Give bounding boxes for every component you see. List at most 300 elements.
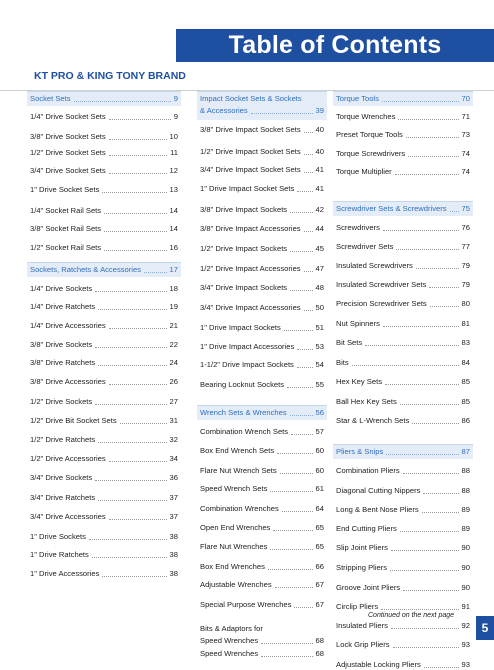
toc-entry-page: 79 [461,280,470,289]
toc-entry[interactable] [30,132,178,142]
dot-leader [304,309,313,311]
toc-entry-page: 17 [169,265,178,274]
toc-entry-page: 13 [169,185,178,194]
toc-entry-label: Screwdrivers [336,223,380,232]
toc-entry-label: Lock Grip Pliers [336,640,390,649]
dot-leader [287,386,313,388]
dot-leader [290,289,312,291]
toc-entry[interactable] [336,299,470,309]
dot-leader [400,403,459,405]
dot-leader [422,511,459,513]
toc-entry-page: 18 [169,284,178,293]
toc-entry[interactable] [30,550,178,560]
toc-entry-page: 38 [169,532,178,541]
toc-entry[interactable] [336,261,470,271]
toc-entry-label: 1/2" Drive Ratchets [30,435,96,444]
dot-leader [280,472,313,474]
toc-entry-page: 83 [461,338,470,347]
toc-entry-label: Flare Nut Wrench Sets [200,466,277,475]
title-banner [176,29,494,62]
toc-entry[interactable] [336,377,470,387]
toc-entry-label: 1/2" Drive Impact Accessories [200,264,301,273]
toc-entry-page: 34 [169,454,178,463]
toc-entry[interactable] [30,224,178,234]
toc-entry-label: Long & Bent Nose Pliers [336,505,419,514]
toc-entry[interactable] [30,569,178,579]
toc-section-entry[interactable] [336,94,470,104]
dot-leader [95,479,166,481]
toc-entry-label: 1/4" Socket Rail Sets [30,206,102,215]
dot-leader [109,154,167,156]
toc-entry[interactable] [200,147,324,157]
toc-entry[interactable] [200,342,324,352]
toc-entry-page: 56 [315,408,324,417]
dot-leader [290,211,312,213]
toc-entry[interactable] [336,358,470,368]
toc-entry[interactable] [336,242,470,252]
dot-leader [109,460,167,462]
toc-entry-page: 90 [461,543,470,552]
dot-leader [304,131,313,133]
toc-entry-label: Bits & Adaptors for [200,624,263,633]
dot-leader [400,530,459,532]
dot-leader [398,118,458,120]
toc-entry[interactable] [200,264,324,274]
toc-entry-page: 38 [169,569,178,578]
toc-entry-label: Diagonal Cutting Nippers [336,486,421,495]
toc-entry-label: 1/2" Drive Socket Sets [30,148,106,157]
toc-entry-page: 60 [315,446,324,455]
toc-entry-page: 47 [315,264,324,273]
dot-leader [423,492,458,494]
dot-leader [95,403,166,405]
toc-entry[interactable] [30,302,178,312]
toc-entry-label: 1" Drive Ratchets [30,550,89,559]
toc-entry-page: 22 [169,340,178,349]
toc-entry-label: Socket Sets [30,94,71,103]
dot-leader [291,433,312,435]
toc-entry[interactable] [200,542,324,552]
dot-leader [381,608,458,610]
toc-entry-page: 68 [315,649,324,658]
toc-entry-page: 61 [315,484,324,493]
toc-entry-label: 3/8" Socket Rail Sets [30,224,102,233]
toc-entry[interactable] [336,416,470,426]
toc-entry-page: 89 [461,505,470,514]
toc-entry-page: 16 [169,243,178,252]
toc-entry-label: 3/8" Drive Sockets [30,340,93,349]
toc-entry-page: 70 [461,94,470,103]
toc-entry-label: 1" Drive Socket Sets [30,185,100,194]
dot-leader [268,568,313,570]
toc-entry-label: Hex Key Sets [336,377,383,386]
toc-entry[interactable] [200,303,324,313]
dot-leader [270,490,312,492]
dot-leader [294,606,312,608]
toc-entry-page: 51 [315,323,324,332]
toc-entry[interactable] [30,321,178,331]
toc-entry-label: Speed Wrenches [200,649,259,658]
dot-leader [390,569,458,571]
toc-entry[interactable] [336,149,470,159]
toc-entry[interactable] [336,280,470,290]
dot-leader [450,210,459,212]
toc-entry-page: 37 [169,493,178,502]
dot-leader [98,499,166,501]
toc-entry-page: 87 [461,447,470,456]
toc-entry-label: Box End Wrench Sets [200,446,275,455]
toc-entry-label: Ball Hex Key Sets [336,397,397,406]
toc-entry-label: Circlip Pliers [336,602,379,611]
toc-entry-page: 41 [315,184,324,193]
toc-entry-page: 38 [169,550,178,559]
toc-entry-label: 3/4" Drive Accessories [30,512,106,521]
toc-entry-label: 1/2" Socket Rail Sets [30,243,102,252]
dot-leader [109,327,167,329]
toc-entry[interactable] [200,466,324,476]
toc-entry-label: 1/4" Drive Sockets [30,284,93,293]
continued-note: Continued on the next page [368,612,455,619]
dot-leader [102,191,166,193]
toc-entry[interactable] [200,562,324,572]
toc-section-entry[interactable] [200,94,324,118]
toc-entry-label: 1/4" Drive Accessories [30,321,106,330]
dot-leader [385,383,459,385]
toc-entry-label: 1" Drive Impact Accessories [200,342,295,351]
toc-section-entry[interactable] [200,408,324,418]
toc-entry-page: 19 [169,302,178,311]
toc-entry[interactable] [336,505,470,515]
toc-entry-page: 14 [169,224,178,233]
toc-entry[interactable] [336,338,470,348]
toc-entry-label: 1/2" Drive Bit Socket Sets [30,416,117,425]
toc-entry-label: 3/4" Drive Impact Sockets [200,283,288,292]
dot-leader [109,518,167,520]
toc-entry[interactable] [200,224,324,234]
dot-leader [297,348,312,350]
toc-entry-page: 71 [461,112,470,121]
toc-entry[interactable] [336,319,470,329]
toc-entry[interactable] [30,454,178,464]
toc-entry-label: 3/8" Drive Ratchets [30,358,96,367]
toc-entry-page: 50 [315,303,324,312]
dot-leader [95,346,166,348]
toc-entry[interactable] [30,512,178,522]
toc-entry-label: Star & L-Wrench Sets [336,416,410,425]
toc-entry-label: 3/8" Drive Socket Sets [30,132,106,141]
toc-entry[interactable] [336,466,470,476]
toc-entry-page: 67 [315,580,324,589]
toc-entry[interactable] [200,624,324,648]
toc-entry[interactable] [200,125,324,135]
toc-entry-page: 77 [461,242,470,251]
toc-entry-page: 45 [315,244,324,253]
toc-entry[interactable] [336,397,470,407]
toc-entry-label: Stripping Pliers [336,563,388,572]
toc-entry-page: 53 [315,342,324,351]
toc-entry[interactable] [336,486,470,496]
toc-entry-label: 1/4" Drive Socket Sets [30,112,106,121]
toc-entry[interactable] [30,185,178,195]
toc-entry[interactable] [30,284,178,294]
toc-entry-label: Open End Wrenches [200,523,271,532]
toc-entry-label: Combination Wrench Sets [200,427,289,436]
dot-leader [273,529,312,531]
toc-section-entry[interactable] [336,447,470,457]
brand-heading: KT PRO & KING TONY BRAND [34,70,186,82]
toc-entry[interactable] [200,165,324,175]
toc-entry[interactable] [30,435,178,445]
dot-leader [395,173,459,175]
toc-entry-label: Torque Multiplier [336,167,392,176]
dot-leader [277,452,312,454]
toc-entry-page: 91 [461,602,470,611]
toc-entry-page: 57 [315,427,324,436]
toc-entry-page: 31 [169,416,178,425]
toc-entry-label: Combination Pliers [336,466,400,475]
toc-entry[interactable] [30,166,178,176]
toc-entry[interactable] [200,649,324,659]
toc-entry[interactable] [336,524,470,534]
toc-entry-page: 85 [461,377,470,386]
toc-entry-label: Pliers & Snips [336,447,384,456]
toc-entry[interactable] [336,563,470,573]
toc-entry[interactable] [30,206,178,216]
toc-entry[interactable] [336,621,470,631]
toc-entry [200,636,324,646]
toc-entry[interactable] [336,543,470,553]
dot-leader [104,249,166,251]
toc-entry-label: Torque Tools [336,94,379,103]
dot-leader [406,136,459,138]
dot-leader [304,230,313,232]
toc-entry-label: 3/4" Drive Sockets [30,473,93,482]
toc-entry-page: 26 [169,377,178,386]
toc-entry[interactable] [200,205,324,215]
toc-entry [200,106,324,116]
toc-entry[interactable] [200,523,324,533]
toc-entry-label: 1-1/2" Drive Impact Sockets [200,360,294,369]
toc-section-entry[interactable] [336,204,470,214]
toc-entry-label: 3/4" Drive Ratchets [30,493,96,502]
dot-leader [304,153,313,155]
dot-leader [383,325,459,327]
toc-entry-label: Box End Wrenches [200,562,265,571]
toc-entry[interactable] [30,532,178,542]
toc-entry-label: Screwdriver Sets [336,242,394,251]
toc-entry-page: 81 [461,319,470,328]
toc-entry-label: Bearing Locknut Sockets [200,380,285,389]
dot-leader [290,250,312,252]
dot-leader [120,422,167,424]
toc-section-entry[interactable] [30,265,178,275]
toc-entry[interactable] [336,130,470,140]
toc-entry-label: 1/2" Drive Sockets [30,397,93,406]
dot-leader [261,642,312,644]
toc-entry-label: & Accessories [200,106,248,115]
dot-leader [383,229,459,231]
toc-entry-label: Torque Wrenches [336,112,396,121]
toc-entry-label: Insulated Pliers [336,621,388,630]
toc-entry[interactable] [200,360,324,370]
dot-leader [98,441,166,443]
dot-leader [403,472,459,474]
toc-entry-page: 40 [315,147,324,156]
dot-leader [403,589,458,591]
toc-entry-label: Speed Wrenches [200,636,259,645]
toc-entry[interactable] [30,493,178,503]
toc-entry-label: End Cutting Pliers [336,524,397,533]
toc-entry-page: 74 [461,167,470,176]
toc-entry-page: 54 [315,360,324,369]
toc-entry-page: 37 [169,512,178,521]
toc-entry[interactable] [30,148,178,158]
dot-leader [74,100,171,102]
toc-entry-label: Preset Torque Tools [336,130,403,139]
toc-entry-label: Combination Wrenches [200,504,279,513]
dot-leader [109,138,167,140]
toc-entry-page: 10 [169,132,178,141]
toc-entry-label: 1/2" Drive Accessories [30,454,106,463]
dot-leader [144,271,167,273]
toc-entry-page: 36 [169,473,178,482]
dot-leader [393,646,459,648]
toc-entry[interactable] [200,446,324,456]
toc-entry-label: 3/4" Drive Impact Accessories [200,303,301,312]
dot-leader [412,422,458,424]
toc-entry[interactable] [200,323,324,333]
dot-leader [297,190,312,192]
toc-entry-page: 68 [315,636,324,645]
toc-entry-page: 65 [315,542,324,551]
dot-leader [109,118,171,120]
toc-entry[interactable] [200,244,324,254]
dot-leader [304,171,313,173]
toc-entry[interactable] [200,283,324,293]
toc-entry[interactable] [200,504,324,514]
toc-entry[interactable] [200,484,324,494]
toc-entry-label: Wrench Sets & Wrenches [200,408,287,417]
toc-entry[interactable] [336,223,470,233]
dot-leader [95,290,166,292]
toc-entry[interactable] [30,340,178,350]
toc-entry-page: 88 [461,486,470,495]
dot-leader [290,414,313,416]
toc-entry[interactable] [30,358,178,368]
toc-entry[interactable] [336,583,470,593]
dot-leader [386,453,458,455]
toc-entry-label: 1" Drive Impact Socket Sets [200,184,295,193]
toc-entry[interactable] [30,243,178,253]
toc-entry[interactable] [200,380,324,390]
dot-leader [89,538,167,540]
toc-entry-label: 1/2" Drive Impact Sockets [200,244,288,253]
toc-entry-page: 41 [315,165,324,174]
toc-entry-page: 12 [169,166,178,175]
toc-entry-page: 24 [169,358,178,367]
page-title: Table of Contents [228,31,442,59]
dot-leader [430,305,459,307]
toc-entry-page: 89 [461,524,470,533]
toc-entry[interactable] [30,416,178,426]
dot-leader [251,112,313,114]
toc-entry-label: Precision Screwdriver Sets [336,299,427,308]
dot-leader [416,267,459,269]
toc-entry-page: 90 [461,563,470,572]
toc-entry-label: 3/8" Drive Impact Sockets [200,205,288,214]
toc-entry-label: Nut Spinners [336,319,380,328]
toc-entry[interactable] [200,580,324,590]
toc-entry-label: Screwdriver Sets & Screwdrivers [336,204,447,213]
toc-entry-label: 3/4" Drive Impact Socket Sets [200,165,301,174]
toc-entry-page: 27 [169,397,178,406]
toc-entry-label: Sockets, Ratchets & Accessories [30,265,141,274]
toc-entry-page: 93 [461,640,470,649]
dot-leader [391,549,459,551]
toc-entry-page: 76 [461,223,470,232]
toc-entry-label: Bit Sets [336,338,363,347]
toc-entry[interactable] [336,660,470,670]
dot-leader [98,308,166,310]
toc-entry-page: 55 [315,380,324,389]
toc-entry[interactable] [200,184,324,194]
dot-leader [102,575,166,577]
dot-leader [408,155,458,157]
toc-entry[interactable] [336,640,470,650]
toc-entry-label: Torque Screwdrivers [336,149,406,158]
toc-entry-label: 3/8" Drive Accessories [30,377,106,386]
toc-entry-page: 80 [461,299,470,308]
dot-leader [261,655,312,657]
dot-leader [352,364,459,366]
dot-leader [284,329,313,331]
toc-entry[interactable] [200,600,324,610]
toc-entry[interactable] [336,167,470,177]
dot-leader [109,383,167,385]
toc-entry-label: 1" Drive Impact Sockets [200,323,281,332]
toc-entry-page: 88 [461,466,470,475]
toc-entry-page: 67 [315,600,324,609]
toc-entry-page: 64 [315,504,324,513]
toc-entry-page: 9 [173,94,178,103]
toc-entry[interactable] [336,602,470,612]
dot-leader [396,248,458,250]
toc-entry-page: 9 [173,112,178,121]
toc-entry-page: 14 [169,206,178,215]
dot-leader [104,212,166,214]
toc-entry[interactable] [30,473,178,483]
toc-section-entry[interactable] [30,94,178,104]
toc-entry-label: 1" Drive Sockets [30,532,86,541]
toc-entry-page: 84 [461,358,470,367]
toc-entry-page: 48 [315,283,324,292]
dot-leader [270,548,312,550]
toc-entry-page: 74 [461,149,470,158]
toc-entry[interactable] [30,397,178,407]
toc-entry-label: 3/8" Drive Impact Accessories [200,224,301,233]
toc-entry[interactable] [200,427,324,437]
toc-entry[interactable] [30,112,178,122]
toc-entry[interactable] [30,377,178,387]
toc-entry-label: Groove Joint Pliers [336,583,401,592]
toc-entry[interactable] [336,112,470,122]
toc-entry-label: Speed Wrench Sets [200,484,268,493]
dot-leader [104,230,166,232]
dot-leader [98,364,166,366]
toc-entry-label: 1/2" Drive Impact Socket Sets [200,147,301,156]
dot-leader [382,100,459,102]
toc-entry-label: Impact Socket Sets & Sockets [200,94,302,103]
